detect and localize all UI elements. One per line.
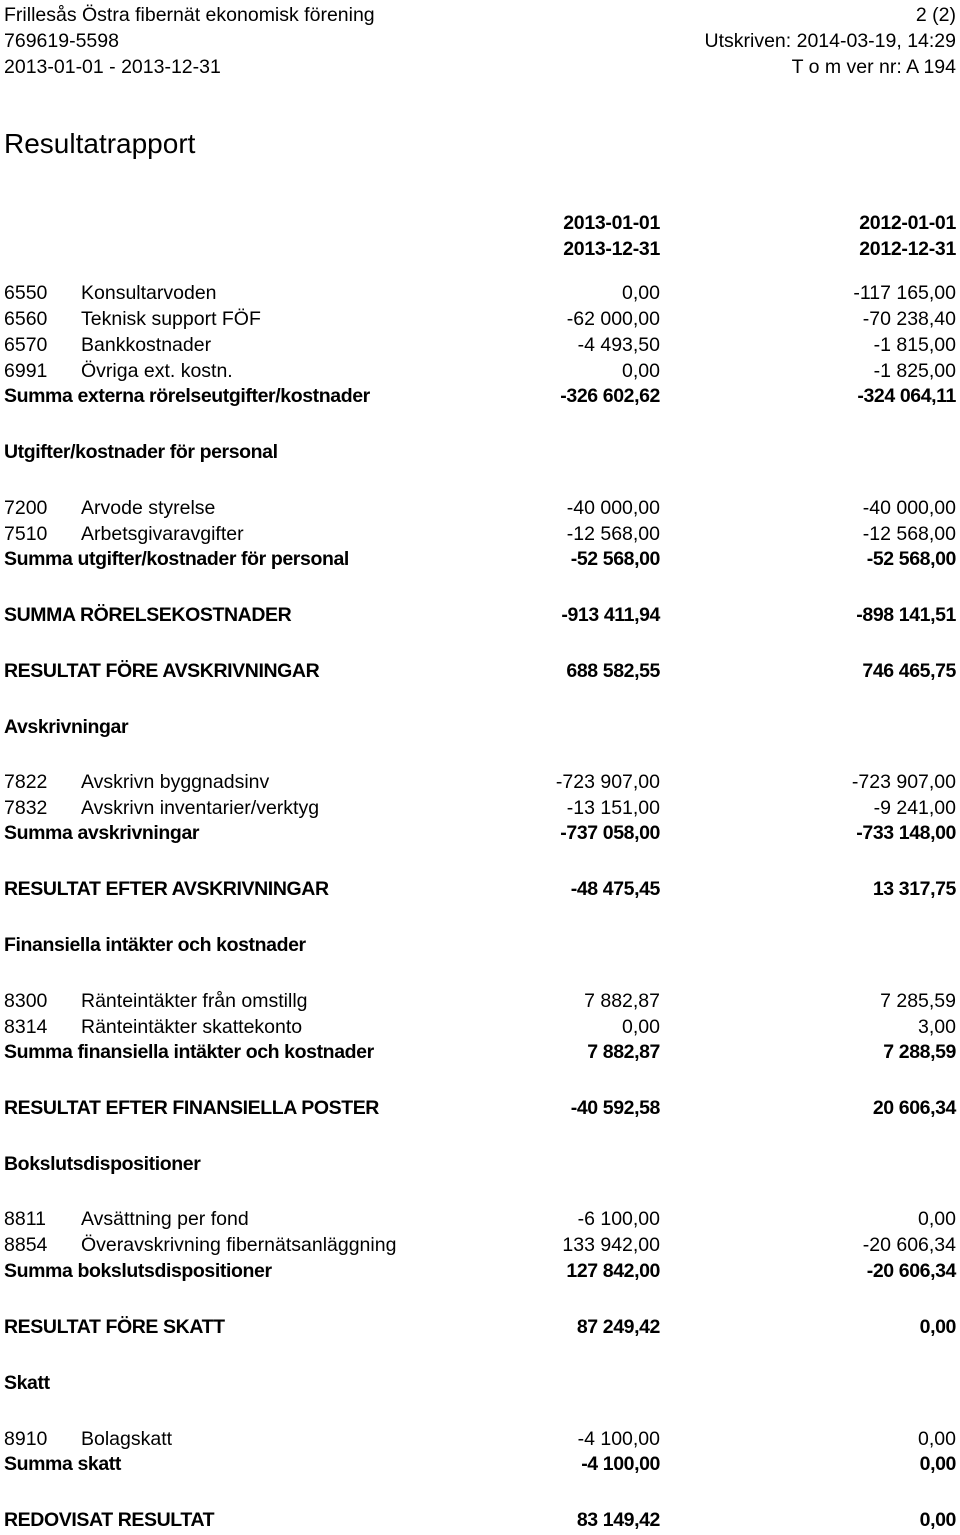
amount-current-year: 0,00 [622,360,660,382]
section-heading [4,1152,956,1176]
account-name: Bolagskatt [81,1428,173,1450]
account-name: Bankkostnader [81,334,212,356]
account-name: Konsultarvoden [81,282,217,304]
column-1-from-date: 2013-01-01 [563,212,660,234]
summary-label: Summa bokslutsdispositioner [4,1260,272,1282]
amount-current-year: -326 602,62 [560,385,660,407]
account-name: Överavskrivning fibernätsanläggning [81,1234,397,1256]
amount-previous-year: -40 000,00 [862,497,956,519]
report-title: Resultatrapport [4,128,196,159]
amount-previous-year: -9 241,00 [873,797,956,819]
account-row [4,989,956,1013]
summary-label: Summa externa rörelseutgifter/kostnader [4,385,370,407]
account-number: 6991 [4,360,48,382]
section-title: Finansiella intäkter och kostnader [4,934,306,956]
summary-label: Summa utgifter/kostnader för personal [4,548,349,570]
summary-label: Summa avskrivningar [4,822,200,844]
account-number: 8314 [4,1016,48,1038]
summary-row [4,1096,956,1120]
amount-current-year: -4 100,00 [577,1428,660,1450]
summary-row [4,1315,956,1339]
header-line-2 [4,29,956,53]
account-row [4,770,956,794]
amount-current-year: 0,00 [622,282,660,304]
amount-previous-year: 0,00 [918,1428,956,1450]
amount-previous-year: 746 465,75 [862,660,956,682]
amount-previous-year: 13 317,75 [872,878,956,900]
column-header-to [4,237,956,261]
amount-current-year: 7 882,87 [587,1041,660,1063]
account-row [4,1015,956,1039]
amount-previous-year: -723 907,00 [851,771,956,793]
account-name: Arbetsgivaravgifter [81,523,244,545]
account-name: Teknisk support FÖF [81,308,261,330]
column-header-from [4,211,956,235]
account-name: Arvode styrelse [81,497,216,519]
amount-previous-year: -324 064,11 [857,385,956,407]
amount-current-year: 133 942,00 [562,1234,660,1256]
amount-current-year: -4 493,50 [577,334,660,356]
summary-row [4,603,956,627]
amount-current-year: -12 568,00 [566,523,660,545]
account-name: Avskrivn byggnadsinv [81,771,270,793]
amount-previous-year: -117 165,00 [853,282,956,304]
summary-label: Summa finansiella intäkter och kostnader [4,1041,374,1063]
amount-current-year: -913 411,94 [561,604,660,626]
amount-current-year: -6 100,00 [577,1208,660,1230]
amount-current-year: -52 568,00 [570,548,660,570]
account-number: 7200 [4,497,48,519]
account-number: 7832 [4,797,48,819]
summary-row [4,547,956,571]
amount-previous-year: 0,00 [919,1453,956,1475]
summary-label: SUMMA RÖRELSEKOSTNADER [4,604,292,626]
account-row [4,796,956,820]
amount-current-year: 688 582,55 [566,660,660,682]
account-row [4,1427,956,1451]
summary-row [4,1040,956,1064]
account-number: 7822 [4,771,48,793]
account-name: Avskrivn inventarier/verktyg [81,797,320,819]
summary-label: RESULTAT FÖRE AVSKRIVNINGAR [4,660,320,682]
account-row [4,522,956,546]
amount-previous-year: -52 568,00 [866,548,956,570]
header-line-3 [4,55,956,79]
amount-previous-year: -733 148,00 [856,822,956,844]
amount-current-year: 83 149,42 [576,1509,660,1531]
summary-label: RESULTAT EFTER FINANSIELLA POSTER [4,1097,379,1119]
column-2-from-date: 2012-01-01 [859,212,956,234]
amount-previous-year: 0,00 [918,1208,956,1230]
amount-current-year: -48 475,45 [570,878,660,900]
amount-previous-year: 7 288,59 [883,1041,956,1063]
organization-number: 769619-5598 [4,30,119,52]
amount-previous-year: -70 238,40 [862,308,956,330]
amount-previous-year: -20 606,34 [866,1260,956,1282]
amount-previous-year: -1 815,00 [873,334,956,356]
amount-current-year: -723 907,00 [555,771,660,793]
amount-current-year: -737 058,00 [560,822,660,844]
column-1-to-date: 2013-12-31 [563,238,660,260]
section-heading [4,933,956,957]
summary-row [4,384,956,408]
summary-row [4,1259,956,1283]
amount-current-year: -62 000,00 [566,308,660,330]
voucher-number: T o m ver nr: A 194 [791,56,956,78]
amount-current-year: 7 882,87 [584,990,660,1012]
account-number: 6550 [4,282,48,304]
section-heading [4,440,956,464]
account-name: Övriga ext. kostn. [81,360,233,382]
amount-previous-year: 0,00 [919,1509,956,1531]
account-number: 7510 [4,523,48,545]
account-number: 8854 [4,1234,48,1256]
summary-row [4,659,956,683]
section-title: Skatt [4,1372,50,1394]
account-row [4,496,956,520]
amount-previous-year: -20 606,34 [862,1234,956,1256]
account-row [4,281,956,305]
amount-previous-year: 20 606,34 [872,1097,956,1119]
amount-current-year: 87 249,42 [576,1316,660,1338]
account-number: 8300 [4,990,48,1012]
section-heading [4,1371,956,1395]
account-name: Ränteintäkter från omstillg [81,990,308,1012]
summary-label: RESULTAT EFTER AVSKRIVNINGAR [4,878,329,900]
amount-current-year: -4 100,00 [581,1453,660,1475]
account-number: 6570 [4,334,48,356]
section-title: Avskrivningar [4,716,129,738]
section-heading [4,715,956,739]
amount-current-year: 127 842,00 [566,1260,660,1282]
amount-previous-year: 0,00 [919,1316,956,1338]
report-period: 2013-01-01 - 2013-12-31 [4,56,221,78]
account-number: 6560 [4,308,48,330]
section-title: Bokslutsdispositioner [4,1153,201,1175]
account-row [4,1207,956,1231]
amount-current-year: -40 592,58 [570,1097,660,1119]
account-row [4,1233,956,1257]
amount-previous-year: -898 141,51 [856,604,956,626]
account-number: 8811 [4,1208,46,1230]
printed-timestamp: Utskriven: 2014-03-19, 14:29 [704,30,956,52]
account-row [4,359,956,383]
summary-row [4,1452,956,1476]
amount-previous-year: -1 825,00 [873,360,956,382]
account-number: 8910 [4,1428,48,1450]
amount-previous-year: -12 568,00 [862,523,956,545]
amount-current-year: -40 000,00 [566,497,660,519]
summary-row [4,821,956,845]
summary-label: RESULTAT FÖRE SKATT [4,1316,225,1338]
organization-name: Frillesås Östra fibernät ekonomisk förening [4,4,375,26]
account-name: Ränteintäkter skattekonto [81,1016,303,1038]
section-title: Utgifter/kostnader för personal [4,441,278,463]
amount-previous-year: 7 285,59 [880,990,956,1012]
summary-label: REDOVISAT RESULTAT [4,1509,215,1531]
column-2-to-date: 2012-12-31 [859,238,956,260]
summary-row [4,877,956,901]
summary-row [4,1508,956,1532]
amount-current-year: 0,00 [622,1016,660,1038]
account-name: Avsättning per fond [81,1208,249,1230]
page-number: 2 (2) [915,4,956,26]
account-row [4,333,956,357]
account-row [4,307,956,331]
summary-label: Summa skatt [4,1453,121,1475]
amount-current-year: -13 151,00 [566,797,660,819]
header-line-1 [4,3,956,27]
amount-previous-year: 3,00 [918,1016,956,1038]
